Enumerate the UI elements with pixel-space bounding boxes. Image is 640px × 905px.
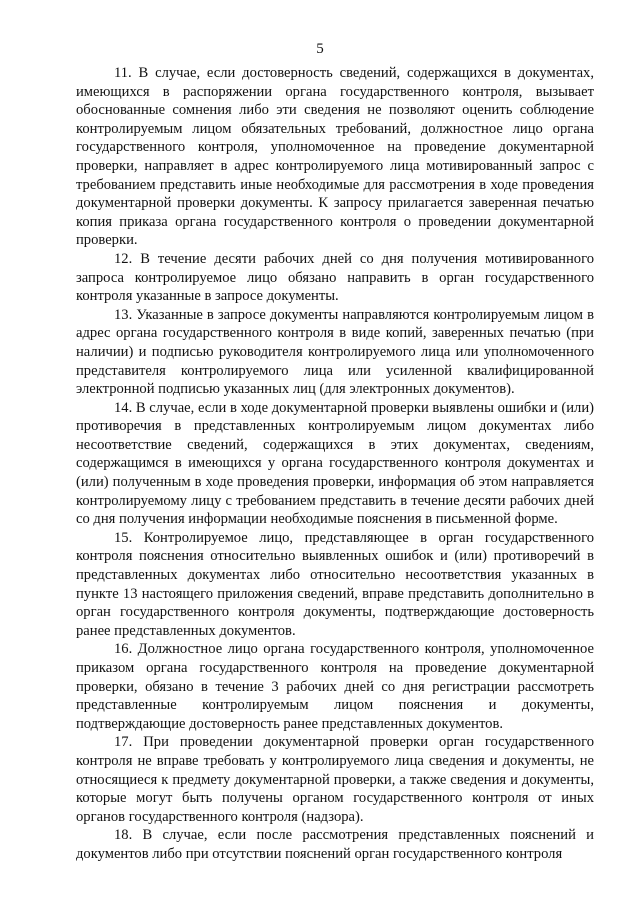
paragraph-12: 12. В течение десяти рабочих дней со дня получения мотивированного запроса контролируемое лицо обязано направить в орган государственного контроля указанные в запросе документы. [76, 250, 594, 305]
paragraph-13: 13. Указанные в запросе документы направляются контролируемым лицом в адрес органа государственного контроля в виде копий, заверенных печатью (при наличии) и подписью руководителя контролируемого лица или уполномоченного представителя контролируемого лица или усиленной квалифицированной электронной подписью указанных лиц (для электронных документов). [76, 306, 594, 398]
paragraph-17: 17. При проведении документарной проверки орган государственного контроля не вправе требовать у контролируемого лица сведения и документы, не относящиеся к предмету документарной проверки, а также сведения и документы, которые могут быть получены органом государственного контроля от иных органов государственного контроля (надзора). [76, 734, 594, 825]
paragraph-18: 18. В случае, если после рассмотрения представленных пояснений и документов либо при отсутствии пояснений орган государственного контроля [76, 827, 594, 862]
page-number: 5 [316, 41, 324, 57]
paragraph-15: 15. Контролируемое лицо, представляющее в орган государственного контроля пояснения относительно выявленных ошибок и (или) противоречий в представленных документах либо относительно несоответствия указанных в пункте 13 настоящего приложения сведений, вправе представить дополнительно в орган государственного контроля документы, подтверждающие достоверность ранее представленных документов. [76, 529, 594, 639]
document-body [76, 64, 594, 864]
paragraph-14: 14. В случае, если в ходе документарной проверки выявлены ошибки и (или) противоречия в представленных контролируемым лицом документах либо несоответствие сведений, содержащихся в этих документах, сведениям, содержащимся в имеющихся у органа государственного контроля документах и (или) полученным в ходе проведения проверки, информация об этом направляется контролируемому лицу с требованием представить в течение десяти рабочих дней со дня получения информации необходимые пояснения в письменной форме. [76, 399, 594, 528]
paragraph-11: 11. В случае, если достоверность сведений, содержащихся в документах, имеющихся в распоряжении органа государственного контроля, вызывает обоснованные сомнения либо эти сведения не позволяют оценить соблюдение контролируемым лицом обязательных требований, должностное лицо органа государственного контроля, уполномоченное на проведение документарной проверки, направляет в адрес контролируемого лица мотивированный запрос с требованием представить иные необходимые для рассмотрения в ходе проведения документарной проверки документы. К запросу прилагается заверенная печатью копия приказа органа государственного контроля о проведении документарной проверки. [76, 65, 594, 249]
paragraph-16: 16. Должностное лицо органа государственного контроля, уполномоченное приказом органа государственного контроля на проведение документарной проверки, обязано в течение 3 рабочих дней со дня регистрации рассмотреть представленные контролируемым лицом пояснения и документы, подтверждающие достоверность ранее представленных документов. [76, 641, 594, 732]
